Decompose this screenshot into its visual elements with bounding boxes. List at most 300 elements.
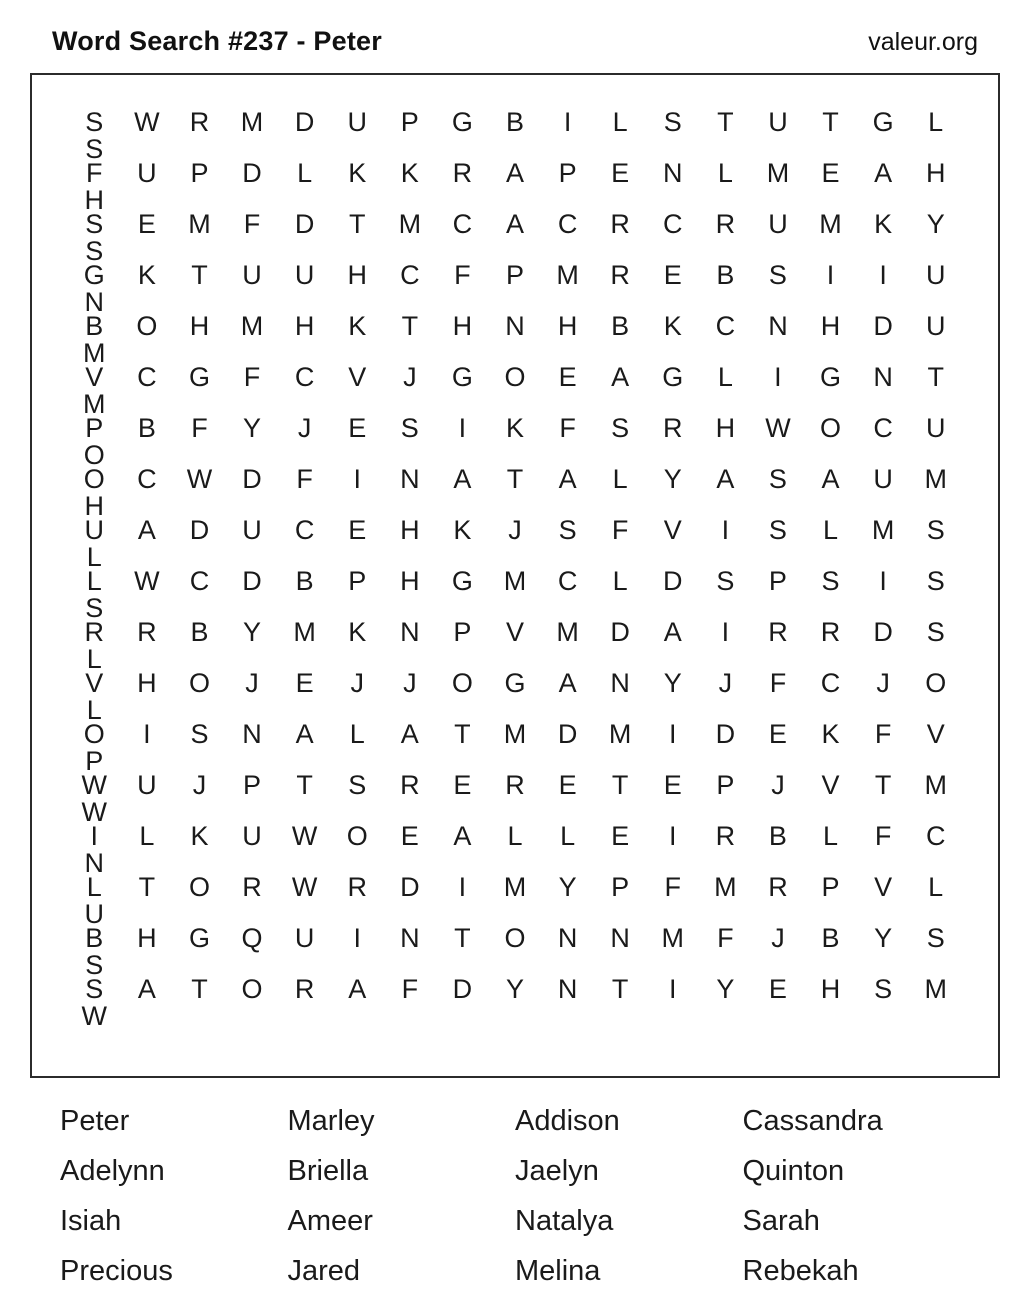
- grid-cell[interactable]: C: [925, 821, 946, 851]
- grid-cell[interactable]: L: [928, 872, 944, 902]
- grid-cell[interactable]: T: [401, 311, 419, 341]
- grid-cell[interactable]: H: [925, 158, 946, 188]
- grid-cell[interactable]: Y: [243, 413, 262, 443]
- grid-cell[interactable]: L: [86, 566, 102, 596]
- grid-cell[interactable]: P: [243, 770, 262, 800]
- grid-cell[interactable]: P: [716, 770, 735, 800]
- grid-cell[interactable]: E: [348, 413, 367, 443]
- grid-cell[interactable]: T: [506, 464, 524, 494]
- grid-cell[interactable]: L: [297, 158, 313, 188]
- word-list-item[interactable]: Natalya: [515, 1205, 614, 1237]
- grid-cell[interactable]: F: [559, 413, 576, 443]
- grid-cell[interactable]: F: [769, 668, 787, 698]
- grid-cell[interactable]: A: [400, 719, 419, 749]
- grid-cell[interactable]: N: [400, 617, 420, 647]
- grid-cell[interactable]: L: [86, 644, 102, 674]
- grid-cell[interactable]: R: [137, 617, 157, 647]
- grid-cell[interactable]: S: [85, 107, 104, 137]
- grid-cell[interactable]: M: [293, 617, 316, 647]
- grid-cell[interactable]: A: [821, 464, 840, 494]
- grid-cell[interactable]: R: [84, 617, 105, 647]
- grid-cell[interactable]: E: [768, 974, 787, 1004]
- grid-cell[interactable]: T: [611, 974, 629, 1004]
- grid-cell[interactable]: K: [348, 158, 367, 188]
- grid-cell[interactable]: H: [820, 974, 841, 1004]
- grid-cell[interactable]: D: [873, 311, 893, 341]
- grid-cell[interactable]: E: [558, 770, 577, 800]
- grid-cell[interactable]: M: [766, 158, 790, 188]
- grid-cell[interactable]: M: [240, 107, 264, 137]
- grid-cell[interactable]: N: [873, 362, 893, 392]
- grid-cell[interactable]: E: [663, 260, 682, 290]
- grid-cell[interactable]: B: [85, 923, 104, 953]
- grid-cell[interactable]: M: [398, 209, 422, 239]
- grid-cell[interactable]: A: [505, 158, 524, 188]
- grid-cell[interactable]: U: [84, 515, 105, 545]
- grid-cell[interactable]: H: [347, 260, 367, 290]
- grid-cell[interactable]: H: [137, 923, 157, 953]
- grid-cell[interactable]: E: [453, 770, 472, 800]
- grid-cell[interactable]: Y: [926, 209, 945, 239]
- grid-cell[interactable]: W: [765, 413, 791, 443]
- grid-cell[interactable]: M: [556, 617, 579, 647]
- grid-cell[interactable]: P: [611, 872, 630, 902]
- grid-cell[interactable]: K: [348, 311, 367, 341]
- grid-cell[interactable]: A: [137, 974, 156, 1004]
- grid-cell[interactable]: U: [925, 413, 946, 443]
- grid-cell[interactable]: O: [504, 923, 526, 953]
- word-list-item[interactable]: Isiah: [60, 1205, 122, 1237]
- word-list-item[interactable]: Jared: [287, 1255, 361, 1287]
- grid-cell[interactable]: W: [291, 872, 318, 902]
- grid-cell[interactable]: B: [137, 413, 156, 443]
- grid-cell[interactable]: O: [188, 872, 210, 902]
- grid-cell[interactable]: W: [134, 107, 160, 137]
- grid-cell[interactable]: S: [558, 515, 577, 545]
- grid-cell[interactable]: O: [136, 311, 158, 341]
- grid-cell[interactable]: C: [820, 668, 841, 698]
- grid-cell[interactable]: D: [242, 566, 262, 596]
- grid-cell[interactable]: N: [768, 311, 788, 341]
- grid-cell[interactable]: M: [503, 566, 527, 596]
- grid-cell[interactable]: U: [242, 260, 262, 290]
- grid-cell[interactable]: M: [924, 770, 947, 800]
- grid-cell[interactable]: F: [243, 209, 261, 239]
- grid-cell[interactable]: R: [768, 872, 788, 902]
- grid-cell[interactable]: W: [81, 797, 108, 827]
- grid-cell[interactable]: S: [768, 260, 787, 290]
- grid-cell[interactable]: J: [508, 515, 522, 545]
- grid-cell[interactable]: F: [243, 362, 261, 392]
- grid-cell[interactable]: T: [454, 719, 471, 749]
- grid-cell[interactable]: R: [452, 158, 473, 188]
- grid-cell[interactable]: D: [189, 515, 210, 545]
- grid-cell[interactable]: P: [505, 260, 524, 290]
- grid-cell[interactable]: M: [714, 872, 737, 902]
- grid-cell[interactable]: D: [715, 719, 736, 749]
- grid-cell[interactable]: U: [294, 923, 315, 953]
- grid-cell[interactable]: S: [400, 413, 419, 443]
- word-list-item[interactable]: Ameer: [287, 1205, 373, 1237]
- grid-cell[interactable]: E: [611, 821, 630, 851]
- grid-cell[interactable]: R: [610, 209, 630, 239]
- grid-cell[interactable]: M: [871, 515, 895, 545]
- grid-cell[interactable]: M: [503, 719, 527, 749]
- grid-cell[interactable]: J: [192, 770, 207, 800]
- grid-cell[interactable]: U: [137, 770, 157, 800]
- grid-cell[interactable]: P: [190, 158, 209, 188]
- grid-cell[interactable]: S: [926, 617, 945, 647]
- grid-cell[interactable]: H: [137, 668, 157, 698]
- grid-cell[interactable]: C: [294, 515, 315, 545]
- grid-cell[interactable]: Y: [716, 974, 735, 1004]
- grid-cell[interactable]: N: [242, 719, 262, 749]
- grid-cell[interactable]: I: [353, 464, 361, 494]
- grid-cell[interactable]: K: [505, 413, 524, 443]
- grid-cell[interactable]: A: [453, 821, 472, 851]
- grid-cell[interactable]: M: [924, 464, 947, 494]
- grid-cell[interactable]: N: [610, 923, 630, 953]
- grid-cell[interactable]: H: [452, 311, 473, 341]
- grid-cell[interactable]: U: [347, 107, 367, 137]
- grid-cell[interactable]: S: [85, 134, 104, 164]
- word-list-item[interactable]: Jaelyn: [515, 1155, 599, 1187]
- grid-cell[interactable]: O: [83, 464, 105, 494]
- grid-cell[interactable]: F: [717, 923, 734, 953]
- grid-cell[interactable]: K: [663, 311, 682, 341]
- grid-cell[interactable]: E: [821, 158, 840, 188]
- grid-cell[interactable]: M: [819, 209, 842, 239]
- grid-cell[interactable]: V: [926, 719, 945, 749]
- grid-cell[interactable]: A: [558, 464, 577, 494]
- grid-cell[interactable]: V: [821, 770, 840, 800]
- grid-cell[interactable]: G: [504, 668, 526, 698]
- word-list-item[interactable]: Melina: [515, 1255, 601, 1287]
- grid-cell[interactable]: U: [294, 260, 315, 290]
- grid-cell[interactable]: F: [664, 872, 681, 902]
- grid-cell[interactable]: J: [297, 413, 312, 443]
- grid-cell[interactable]: C: [137, 464, 157, 494]
- grid-cell[interactable]: A: [558, 668, 577, 698]
- grid-cell[interactable]: H: [820, 311, 841, 341]
- grid-cell[interactable]: R: [768, 617, 788, 647]
- grid-cell[interactable]: S: [768, 515, 787, 545]
- grid-cell[interactable]: I: [669, 719, 677, 749]
- grid-cell[interactable]: H: [400, 515, 420, 545]
- grid-cell[interactable]: B: [768, 821, 787, 851]
- grid-cell[interactable]: S: [874, 974, 893, 1004]
- grid-cell[interactable]: V: [348, 362, 367, 392]
- grid-cell[interactable]: Y: [243, 617, 262, 647]
- grid-cell[interactable]: G: [820, 362, 842, 392]
- grid-cell[interactable]: D: [400, 872, 420, 902]
- grid-cell[interactable]: O: [188, 668, 210, 698]
- grid-cell[interactable]: I: [458, 872, 467, 902]
- grid-cell[interactable]: I: [563, 107, 572, 137]
- grid-cell[interactable]: S: [85, 209, 104, 239]
- grid-cell[interactable]: O: [83, 719, 105, 749]
- grid-cell[interactable]: H: [557, 311, 578, 341]
- word-list-item[interactable]: Cassandra: [742, 1105, 883, 1137]
- grid-cell[interactable]: S: [348, 770, 367, 800]
- grid-cell[interactable]: I: [353, 923, 361, 953]
- grid-cell[interactable]: U: [137, 158, 157, 188]
- grid-cell[interactable]: T: [611, 770, 629, 800]
- grid-cell[interactable]: H: [400, 566, 420, 596]
- grid-cell[interactable]: S: [926, 566, 945, 596]
- grid-cell[interactable]: T: [138, 872, 156, 902]
- grid-cell[interactable]: H: [294, 311, 315, 341]
- grid-cell[interactable]: J: [403, 362, 417, 392]
- grid-cell[interactable]: K: [400, 158, 419, 188]
- word-list-item[interactable]: Sarah: [742, 1205, 820, 1237]
- grid-cell[interactable]: G: [451, 566, 473, 596]
- grid-cell[interactable]: J: [245, 668, 259, 698]
- grid-cell[interactable]: T: [348, 209, 366, 239]
- grid-cell[interactable]: P: [453, 617, 472, 647]
- grid-cell[interactable]: N: [84, 848, 105, 878]
- grid-cell[interactable]: B: [505, 107, 524, 137]
- grid-cell[interactable]: L: [507, 821, 523, 851]
- grid-cell[interactable]: C: [557, 209, 578, 239]
- grid-cell[interactable]: U: [873, 464, 893, 494]
- grid-cell[interactable]: E: [295, 668, 314, 698]
- grid-cell[interactable]: L: [717, 158, 733, 188]
- grid-cell[interactable]: B: [821, 923, 840, 953]
- grid-cell[interactable]: H: [715, 413, 736, 443]
- grid-cell[interactable]: V: [505, 617, 524, 647]
- grid-cell[interactable]: K: [137, 260, 156, 290]
- grid-cell[interactable]: U: [242, 821, 262, 851]
- grid-cell[interactable]: U: [925, 311, 946, 341]
- grid-cell[interactable]: P: [821, 872, 840, 902]
- grid-cell[interactable]: A: [874, 158, 893, 188]
- grid-cell[interactable]: C: [715, 311, 736, 341]
- grid-cell[interactable]: C: [557, 566, 578, 596]
- word-list-item[interactable]: Quinton: [742, 1155, 845, 1187]
- grid-cell[interactable]: O: [241, 974, 263, 1004]
- grid-cell[interactable]: O: [925, 668, 947, 698]
- grid-cell[interactable]: K: [453, 515, 472, 545]
- grid-cell[interactable]: S: [190, 719, 209, 749]
- grid-cell[interactable]: B: [716, 260, 735, 290]
- grid-cell[interactable]: R: [715, 821, 736, 851]
- grid-cell[interactable]: L: [717, 362, 733, 392]
- grid-cell[interactable]: C: [137, 362, 157, 392]
- grid-cell[interactable]: M: [608, 719, 632, 749]
- grid-cell[interactable]: F: [401, 974, 419, 1004]
- grid-cell[interactable]: C: [294, 362, 315, 392]
- grid-cell[interactable]: R: [347, 872, 367, 902]
- grid-cell[interactable]: F: [611, 515, 629, 545]
- word-list-item[interactable]: Adelynn: [60, 1155, 165, 1187]
- grid-cell[interactable]: U: [925, 260, 946, 290]
- grid-cell[interactable]: T: [296, 770, 313, 800]
- grid-cell[interactable]: M: [83, 338, 106, 368]
- grid-cell[interactable]: T: [191, 260, 208, 290]
- grid-cell[interactable]: M: [188, 209, 211, 239]
- grid-cell[interactable]: G: [83, 260, 105, 290]
- grid-cell[interactable]: G: [872, 107, 894, 137]
- grid-cell[interactable]: L: [823, 515, 839, 545]
- grid-cell[interactable]: Q: [241, 923, 263, 953]
- grid-cell[interactable]: I: [879, 260, 887, 290]
- grid-cell[interactable]: Y: [663, 668, 682, 698]
- grid-cell[interactable]: D: [242, 464, 262, 494]
- grid-cell[interactable]: O: [504, 362, 526, 392]
- grid-cell[interactable]: I: [90, 821, 99, 851]
- grid-cell[interactable]: S: [85, 974, 104, 1004]
- grid-cell[interactable]: K: [874, 209, 893, 239]
- grid-cell[interactable]: L: [349, 719, 365, 749]
- word-list-item[interactable]: Precious: [60, 1255, 173, 1287]
- grid-cell[interactable]: T: [822, 107, 839, 137]
- grid-cell[interactable]: I: [669, 821, 677, 851]
- grid-cell[interactable]: M: [240, 311, 264, 341]
- word-list-item[interactable]: Peter: [60, 1105, 130, 1137]
- grid-cell[interactable]: T: [191, 974, 208, 1004]
- grid-cell[interactable]: C: [189, 566, 210, 596]
- grid-cell[interactable]: S: [85, 593, 104, 623]
- grid-cell[interactable]: P: [558, 158, 577, 188]
- grid-cell[interactable]: J: [403, 668, 417, 698]
- grid-cell[interactable]: G: [188, 923, 210, 953]
- word-list-item[interactable]: Rebekah: [742, 1255, 859, 1287]
- grid-cell[interactable]: D: [452, 974, 473, 1004]
- grid-cell[interactable]: M: [924, 974, 947, 1004]
- grid-cell[interactable]: R: [820, 617, 841, 647]
- grid-cell[interactable]: A: [453, 464, 472, 494]
- grid-cell[interactable]: R: [400, 770, 420, 800]
- grid-cell[interactable]: A: [348, 974, 367, 1004]
- grid-cell[interactable]: U: [768, 209, 788, 239]
- grid-cell[interactable]: Y: [874, 923, 893, 953]
- grid-cell[interactable]: Y: [663, 464, 682, 494]
- grid-cell[interactable]: P: [400, 107, 419, 137]
- grid-cell[interactable]: R: [715, 209, 736, 239]
- grid-cell[interactable]: S: [926, 923, 945, 953]
- grid-cell[interactable]: E: [400, 821, 419, 851]
- grid-cell[interactable]: D: [294, 107, 315, 137]
- grid-cell[interactable]: P: [768, 566, 787, 596]
- grid-cell[interactable]: K: [190, 821, 209, 851]
- grid-cell[interactable]: Y: [558, 872, 577, 902]
- grid-cell[interactable]: O: [83, 440, 105, 470]
- grid-cell[interactable]: A: [137, 515, 156, 545]
- grid-cell[interactable]: M: [661, 923, 684, 953]
- grid-cell[interactable]: R: [610, 260, 630, 290]
- grid-cell[interactable]: E: [137, 209, 156, 239]
- grid-cell[interactable]: A: [295, 719, 314, 749]
- grid-cell[interactable]: I: [826, 260, 835, 290]
- grid-cell[interactable]: H: [84, 491, 105, 521]
- grid-cell[interactable]: R: [189, 107, 210, 137]
- grid-cell[interactable]: C: [400, 260, 420, 290]
- grid-cell[interactable]: S: [926, 515, 945, 545]
- grid-cell[interactable]: I: [721, 515, 730, 545]
- grid-cell[interactable]: N: [663, 158, 683, 188]
- grid-cell[interactable]: S: [716, 566, 735, 596]
- grid-cell[interactable]: J: [350, 668, 364, 698]
- grid-cell[interactable]: V: [85, 362, 104, 392]
- grid-cell[interactable]: L: [928, 107, 944, 137]
- grid-cell[interactable]: B: [190, 617, 209, 647]
- grid-cell[interactable]: G: [662, 362, 684, 392]
- grid-cell[interactable]: U: [242, 515, 262, 545]
- grid-cell[interactable]: U: [768, 107, 788, 137]
- grid-cell[interactable]: O: [451, 668, 473, 698]
- grid-cell[interactable]: D: [610, 617, 630, 647]
- grid-cell[interactable]: A: [716, 464, 735, 494]
- grid-cell[interactable]: D: [242, 158, 262, 188]
- grid-cell[interactable]: I: [143, 719, 151, 749]
- grid-cell[interactable]: E: [611, 158, 630, 188]
- grid-cell[interactable]: D: [873, 617, 893, 647]
- grid-cell[interactable]: M: [503, 872, 527, 902]
- grid-cell[interactable]: F: [874, 821, 892, 851]
- grid-cell[interactable]: J: [718, 668, 733, 698]
- grid-cell[interactable]: N: [610, 668, 630, 698]
- grid-cell[interactable]: R: [242, 872, 262, 902]
- grid-cell[interactable]: N: [505, 311, 525, 341]
- grid-cell[interactable]: S: [85, 236, 104, 266]
- grid-cell[interactable]: B: [295, 566, 314, 596]
- grid-cell[interactable]: I: [669, 974, 677, 1004]
- grid-cell[interactable]: L: [560, 821, 576, 851]
- grid-cell[interactable]: C: [663, 209, 683, 239]
- word-list-item[interactable]: Addison: [515, 1105, 620, 1137]
- grid-cell[interactable]: J: [771, 923, 785, 953]
- grid-cell[interactable]: L: [823, 821, 839, 851]
- grid-cell[interactable]: N: [400, 923, 420, 953]
- grid-cell[interactable]: T: [717, 107, 734, 137]
- grid-cell[interactable]: S: [663, 107, 682, 137]
- grid-cell[interactable]: F: [86, 158, 103, 188]
- grid-cell[interactable]: A: [663, 617, 682, 647]
- grid-cell[interactable]: E: [768, 719, 787, 749]
- grid-cell[interactable]: F: [454, 260, 471, 290]
- grid-cell[interactable]: V: [874, 872, 893, 902]
- grid-cell[interactable]: A: [505, 209, 524, 239]
- grid-cell[interactable]: N: [400, 464, 420, 494]
- grid-cell[interactable]: U: [84, 899, 105, 929]
- grid-cell[interactable]: W: [81, 1001, 108, 1031]
- grid-cell[interactable]: B: [611, 311, 630, 341]
- grid-cell[interactable]: T: [874, 770, 892, 800]
- grid-cell[interactable]: F: [296, 464, 313, 494]
- grid-cell[interactable]: F: [874, 719, 892, 749]
- grid-cell[interactable]: R: [663, 413, 683, 443]
- word-list-item[interactable]: Marley: [287, 1105, 375, 1137]
- grid-cell[interactable]: I: [879, 566, 887, 596]
- grid-cell[interactable]: O: [820, 413, 842, 443]
- grid-cell[interactable]: D: [663, 566, 683, 596]
- grid-cell[interactable]: M: [556, 260, 579, 290]
- grid-cell[interactable]: A: [611, 362, 630, 392]
- grid-cell[interactable]: M: [83, 389, 106, 419]
- grid-cell[interactable]: T: [454, 923, 471, 953]
- grid-cell[interactable]: N: [557, 974, 578, 1004]
- grid-cell[interactable]: D: [557, 719, 578, 749]
- grid-cell[interactable]: N: [84, 287, 105, 317]
- grid-cell[interactable]: V: [85, 668, 104, 698]
- grid-cell[interactable]: S: [85, 950, 104, 980]
- word-list-item[interactable]: Briella: [287, 1155, 369, 1187]
- grid-cell[interactable]: L: [612, 566, 628, 596]
- grid-cell[interactable]: Y: [505, 974, 524, 1004]
- grid-cell[interactable]: S: [821, 566, 840, 596]
- grid-cell[interactable]: L: [86, 542, 102, 572]
